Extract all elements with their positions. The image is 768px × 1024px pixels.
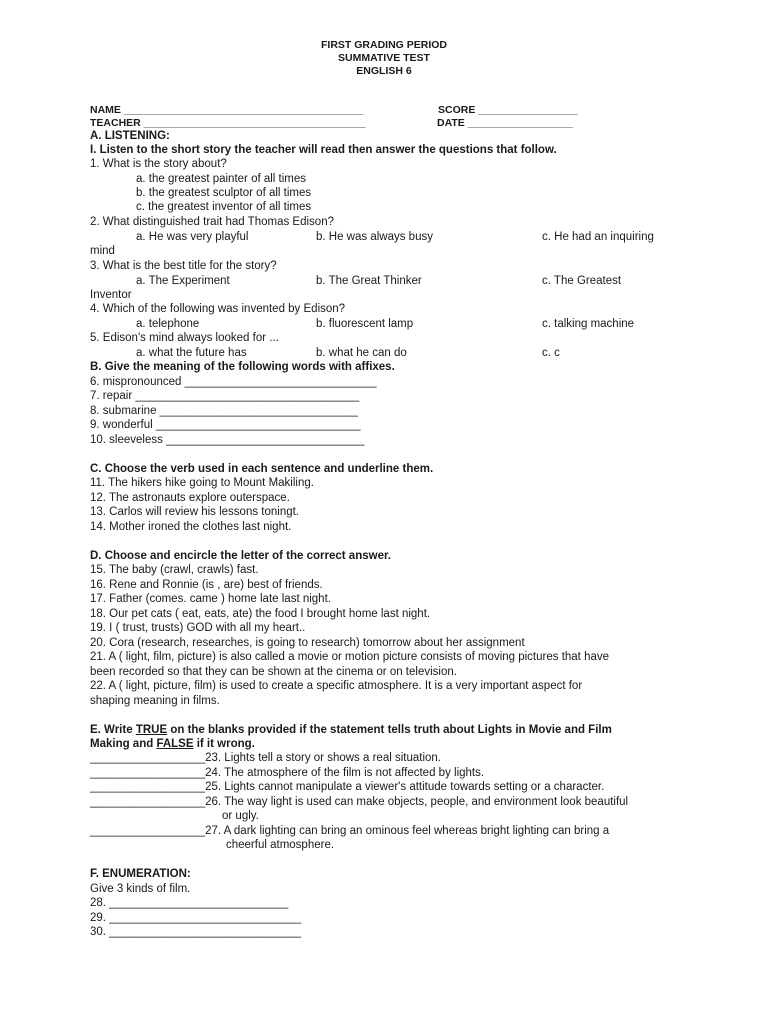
section-a-instruction: I. Listen to the short story the teacher will read then answer the questions that follow.: [90, 144, 557, 156]
date-field[interactable]: DATE __________________: [437, 117, 573, 129]
question-1-option-a: a. the greatest painter of all times: [136, 173, 307, 185]
section-f-instruction: Give 3 kinds of film.: [90, 883, 191, 895]
choice-item: 22. A ( light, picture, film) is used to create a specific atmosphere. It is a very important aspect for: [90, 680, 583, 692]
section-e-title2-start: Making and: [90, 738, 157, 750]
verb-sentence: 14. Mother ironed the clothes last night.: [90, 521, 292, 533]
false-keyword: FALSE: [156, 738, 194, 750]
question-1-option-c: c. the greatest inventor of all times: [136, 201, 312, 213]
header-grading-period: FIRST GRADING PERIOD: [320, 39, 447, 51]
section-e-title-line2: [90, 737, 255, 751]
section-a-title: A. LISTENING:: [90, 130, 170, 142]
choice-item: 18. Our pet cats ( eat, eats, ate) the food I brought home last night.: [90, 608, 431, 620]
enumeration-item[interactable]: 28. ____________________________: [90, 897, 289, 909]
true-keyword: TRUE: [135, 724, 168, 736]
question-3-option-c: c. The Greatest: [542, 275, 622, 287]
question-5: 5. Edison's mind always looked for ...: [90, 332, 279, 344]
choice-item: 15. The baby (crawl, crawls) fast.: [90, 564, 259, 576]
verb-sentence: 13. Carlos will review his lessons toningt.: [90, 506, 300, 518]
affix-item[interactable]: 8. submarine _______________________________: [90, 405, 358, 417]
true-false-item[interactable]: __________________24. The atmosphere of the film is not affected by lights.: [90, 767, 485, 779]
affix-item[interactable]: 10. sleeveless _______________________________: [90, 434, 365, 446]
question-2-option-c: c. He had an inquiring: [542, 231, 654, 243]
name-field[interactable]: NAME _________________________________________: [90, 104, 364, 116]
question-5-option-c: c. c: [542, 347, 560, 359]
question-3: 3. What is the best title for the story?: [90, 260, 277, 272]
score-field[interactable]: SCORE _________________: [438, 104, 578, 116]
section-e-title2-end: if it wrong.: [193, 738, 255, 750]
question-5-option-b: b. what he can do: [316, 347, 407, 359]
question-1: 1. What is the story about?: [90, 158, 227, 170]
question-4-option-c: c. talking machine: [542, 318, 635, 330]
affix-item[interactable]: 9. wonderful ________________________________: [90, 419, 361, 431]
true-false-item[interactable]: __________________26. The way light is used can make objects, people, and environment look beautiful: [90, 796, 629, 808]
enumeration-item[interactable]: 29. ______________________________: [90, 912, 302, 924]
verb-sentence: 12. The astronauts explore outerspace.: [90, 492, 290, 504]
section-d-title: D. Choose and encircle the letter of the correct answer.: [90, 550, 392, 562]
choice-item: 16. Rene and Ronnie (is , are) best of friends.: [90, 579, 323, 591]
true-false-item[interactable]: __________________27. A dark lighting can bring an ominous feel whereas bright lighting can bring a: [90, 825, 610, 837]
affix-item[interactable]: 6. mispronounced ______________________________: [90, 376, 377, 388]
question-2-option-a: a. He was very playful: [136, 231, 249, 243]
question-4-option-a: a. telephone: [136, 318, 200, 330]
question-2-option-c-continued: mind: [90, 245, 115, 257]
teacher-field[interactable]: TEACHER ______________________________________: [90, 117, 366, 129]
true-false-item-continued: or ugly.: [222, 810, 259, 822]
choice-item: 21. A ( light, film, picture) is also called a movie or motion picture consists of moving pictures that have: [90, 651, 610, 663]
question-2-option-b: b. He was always busy: [316, 231, 433, 243]
question-4-option-b: b. fluorescent lamp: [316, 318, 414, 330]
affix-item[interactable]: 7. repair ___________________________________: [90, 390, 360, 402]
choice-item: 17. Father (comes. came ) home late last night.: [90, 593, 331, 605]
choice-item: 20. Cora (research, researches, is going to research) tomorrow about her assignment: [90, 637, 525, 649]
true-false-item[interactable]: __________________25. Lights cannot manipulate a viewer's attitude towards setting or a character.: [90, 781, 605, 793]
question-1-option-b: b. the greatest sculptor of all times: [136, 187, 312, 199]
section-b-title: B. Give the meaning of the following words with affixes.: [90, 361, 395, 373]
choice-item-continued: shaping meaning in films.: [90, 695, 220, 707]
choice-item-continued: been recorded so that they can be shown at the cinema or on television.: [90, 666, 457, 678]
true-false-item[interactable]: __________________23. Lights tell a story or shows a real situation.: [90, 752, 441, 764]
section-e-title-middle: on the blanks provided if the statement tells truth about Lights in Movie and Film: [167, 724, 612, 736]
section-e-title: [90, 723, 612, 737]
question-3-option-c-continued: Inventor: [90, 289, 132, 301]
question-5-option-a: a. what the future has: [136, 347, 247, 359]
verb-sentence: 11. The hikers hike going to Mount Makiling.: [90, 477, 314, 489]
question-4: 4. Which of the following was invented by Edison?: [90, 303, 346, 315]
section-c-title: C. Choose the verb used in each sentence and underline them.: [90, 463, 434, 475]
true-false-item-continued: cheerful atmosphere.: [226, 839, 335, 851]
section-f-title: F. ENUMERATION:: [90, 868, 191, 880]
section-e-title-start: E. Write: [90, 724, 136, 736]
choice-item: 19. I ( trust, trusts) GOD with all my heart..: [90, 622, 306, 634]
question-3-option-b: b. The Great Thinker: [316, 275, 422, 287]
header-subject: ENGLISH 6: [356, 65, 412, 77]
enumeration-item[interactable]: 30. ______________________________: [90, 926, 302, 938]
header-test-type: SUMMATIVE TEST: [338, 52, 430, 64]
question-3-option-a: a. The Experiment: [136, 275, 230, 287]
question-2: 2. What distinguished trait had Thomas Edison?: [90, 216, 334, 228]
